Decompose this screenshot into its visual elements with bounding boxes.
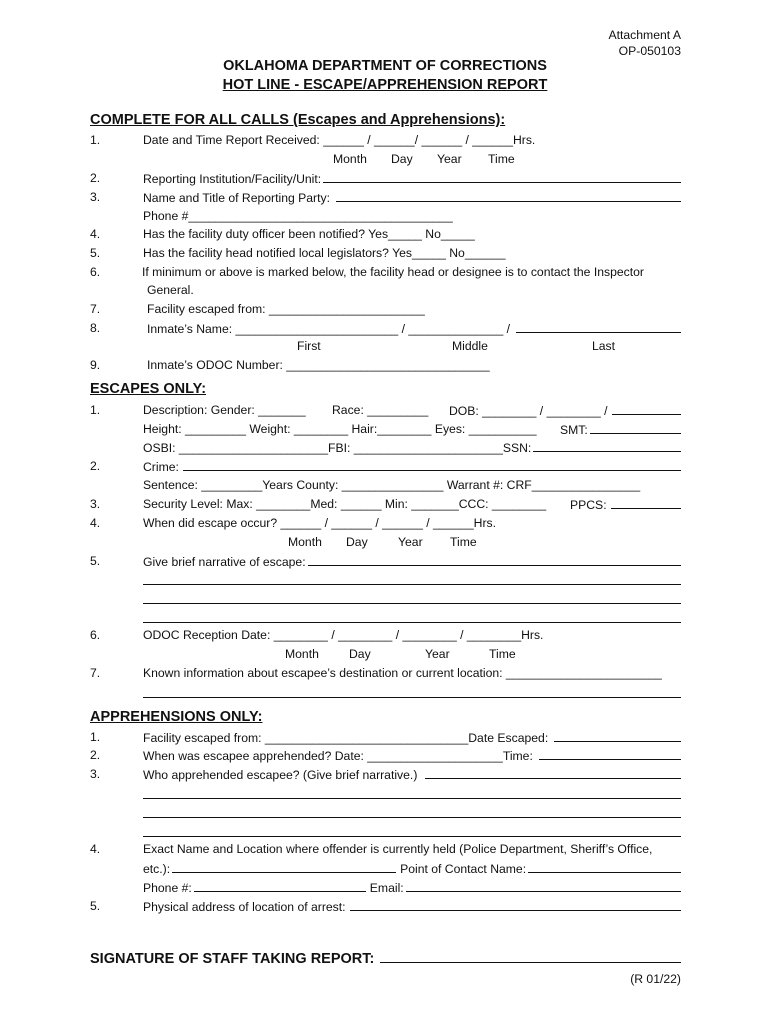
smt-row[interactable] (560, 422, 681, 437)
first-caption: First (297, 339, 321, 353)
escape-narrative-line[interactable] (143, 603, 681, 604)
gender-field[interactable]: Description: Gender: _______ (143, 403, 306, 417)
ppcs-row[interactable] (570, 497, 681, 512)
item-number: 1. (90, 133, 101, 147)
apprehended-when-label: When was escapee apprehended? Date: ____________________Time: (143, 749, 533, 763)
ppcs-field[interactable] (611, 497, 681, 509)
dob-label: DOB: ________ / ________ / (449, 404, 608, 418)
item-number: 5. (90, 554, 101, 568)
year-caption: Year (437, 152, 462, 166)
race-field[interactable]: Race: _________ (332, 403, 429, 417)
smt-field[interactable] (590, 422, 681, 434)
item-number: 7. (90, 666, 101, 680)
item-number: 4. (90, 227, 101, 241)
date-escaped-field[interactable] (554, 730, 681, 742)
item-number: 1. (90, 403, 101, 417)
item-number: 1. (90, 730, 101, 744)
apprehension-facility-label: Facility escaped from: ______________________________Date Escaped: (143, 731, 549, 745)
reporting-facility-label: Reporting Institution/Facility/Unit: (143, 172, 322, 186)
revision-label: (R 01/22) (630, 972, 681, 986)
escape-narrative-label: Give brief narrative of escape: (143, 555, 306, 569)
ssn-field[interactable] (533, 440, 681, 452)
email-label: Email: (369, 881, 404, 895)
inspector-general-note-cont: General. (147, 283, 194, 297)
item-number: 2. (90, 748, 101, 762)
ppcs-label: PPCS: (570, 498, 607, 512)
phone-field[interactable]: Phone #_______________________________________ (143, 209, 453, 223)
year-caption: Year (398, 535, 423, 549)
reporting-party-row[interactable] (143, 190, 681, 205)
apprehended-by-field[interactable] (425, 767, 681, 779)
attachment-label: Attachment A (608, 28, 681, 42)
item-number: 4. (90, 842, 101, 856)
signature-row[interactable] (90, 949, 681, 967)
apprehension-narrative-line[interactable] (143, 836, 681, 837)
reporting-facility-row[interactable] (143, 171, 681, 186)
apprehended-when-row[interactable] (143, 748, 681, 763)
day-caption: Day (391, 152, 413, 166)
arrest-address-row[interactable] (143, 899, 681, 914)
inspector-general-note: If minimum or above is marked below, the facility head or designee is to contact the Inspector (142, 265, 644, 279)
middle-caption: Middle (452, 339, 488, 353)
apprehension-narrative-line[interactable] (143, 817, 681, 818)
date-time-received-field[interactable]: Date and Time Report Received: ______ / ______/ ______ / ______Hrs. (143, 133, 536, 147)
item-number: 8. (90, 321, 101, 335)
apprehended-by-row[interactable] (143, 767, 681, 782)
reporting-party-label: Name and Title of Reporting Party: (143, 191, 330, 205)
point-of-contact-field[interactable] (528, 861, 681, 873)
signature-label: SIGNATURE OF STAFF TAKING REPORT: (90, 951, 375, 967)
section-all-calls-heading: COMPLETE FOR ALL CALLS (Escapes and Apprehensions): (90, 112, 506, 128)
apprehended-time-field[interactable] (539, 748, 681, 760)
phone-label: Phone #: (143, 881, 192, 895)
smt-label: SMT: (560, 423, 588, 437)
item-number: 2. (90, 171, 101, 185)
current-location-field[interactable] (172, 861, 396, 873)
inmate-name-label: Inmate’s Name: ________________________ / ______________ / (147, 322, 511, 336)
month-caption: Month (333, 152, 367, 166)
signature-field[interactable] (380, 949, 681, 963)
time-caption: Time (489, 647, 516, 661)
id-numbers-row[interactable] (143, 440, 681, 455)
item-number: 3. (90, 190, 101, 204)
facility-escaped-from-field[interactable]: Facility escaped from: _______________________ (147, 302, 425, 316)
escape-narrative-row[interactable] (143, 554, 681, 569)
contact-phone-field[interactable] (194, 880, 366, 892)
report-title: HOT LINE - ESCAPE/APPREHENSION REPORT (222, 77, 548, 93)
month-caption: Month (285, 647, 319, 661)
escape-narrative-field[interactable] (308, 554, 681, 566)
item-number: 2. (90, 459, 101, 473)
reporting-party-field[interactable] (336, 190, 681, 202)
destination-field[interactable]: Known information about escapee’s destination or current location: _______________________ (143, 666, 662, 680)
document-code: OP-050103 (618, 44, 681, 58)
odoc-number-field[interactable]: Inmate’s ODOC Number: ______________________________ (147, 358, 490, 372)
day-caption: Day (346, 535, 368, 549)
escape-narrative-line[interactable] (143, 622, 681, 623)
escape-narrative-line[interactable] (143, 584, 681, 585)
security-level-field[interactable]: Security Level: Max: ________Med: ______ Min: _______CCC: ________ (143, 497, 547, 511)
inmate-name-row[interactable] (147, 321, 681, 336)
item-number: 6. (90, 265, 101, 279)
contact-email-field[interactable] (406, 880, 681, 892)
last-caption: Last (592, 339, 616, 353)
month-caption: Month (288, 535, 322, 549)
org-title: OKLAHOMA DEPARTMENT OF CORRECTIONS (223, 58, 547, 74)
apprehended-by-label: Who apprehended escapee? (Give brief narrative.) (143, 768, 418, 782)
item-number: 7. (90, 302, 101, 316)
year-caption: Year (425, 647, 450, 661)
item-number: 3. (90, 497, 101, 511)
item-number: 6. (90, 628, 101, 642)
crime-label: Crime: (143, 460, 179, 474)
item-number: 3. (90, 767, 101, 781)
sentence-field[interactable]: Sentence: _________Years County: _______________ Warrant #: CRF________________ (143, 478, 641, 492)
crime-row[interactable] (143, 459, 681, 474)
arrest-address-field[interactable] (350, 899, 681, 911)
point-of-contact-label: Point of Contact Name: (400, 862, 527, 876)
reception-date-field[interactable]: ODOC Reception Date: ________ / ________ / ________ / ________Hrs. (143, 628, 544, 642)
current-location-label: Exact Name and Location where offender is currently held (Police Department, Sheriff’s Office, (143, 842, 653, 856)
item-number: 5. (90, 899, 101, 913)
etc-label: etc.): (143, 862, 171, 876)
physical-description-field[interactable]: Height: _________ Weight: ________ Hair:________ Eyes: __________ (143, 422, 537, 436)
section-escapes-heading: ESCAPES ONLY: (90, 381, 207, 397)
destination-line[interactable] (143, 697, 681, 698)
time-caption: Time (488, 152, 515, 166)
time-caption: Time (450, 535, 477, 549)
item-number: 5. (90, 246, 101, 260)
legislators-notified-field[interactable]: Has the facility head notified local legislators? Yes_____ No______ (143, 246, 506, 260)
item-number: 9. (90, 358, 101, 372)
dob-row[interactable] (449, 403, 681, 418)
current-location-row[interactable] (143, 861, 681, 876)
inmate-last-name-field[interactable] (516, 321, 681, 333)
escape-time-field[interactable]: When did escape occur? ______ / ______ / ______ / ______Hrs. (143, 516, 497, 530)
crime-field[interactable] (183, 459, 681, 471)
day-caption: Day (349, 647, 371, 661)
apprehension-facility-row[interactable] (143, 730, 681, 745)
arrest-address-label: Physical address of location of arrest: (143, 900, 346, 914)
dob-year-field[interactable] (612, 403, 681, 415)
apprehension-narrative-line[interactable] (143, 798, 681, 799)
reporting-facility-field[interactable] (323, 171, 681, 183)
id-numbers-label: OSBI: ______________________FBI: ______________________SSN: (143, 441, 532, 455)
duty-officer-notified-field[interactable]: Has the facility duty officer been notified? Yes_____ No_____ (143, 227, 475, 241)
section-apprehensions-heading: APPREHENSIONS ONLY: (90, 709, 263, 725)
item-number: 4. (90, 516, 101, 530)
contact-info-row[interactable] (143, 880, 681, 895)
